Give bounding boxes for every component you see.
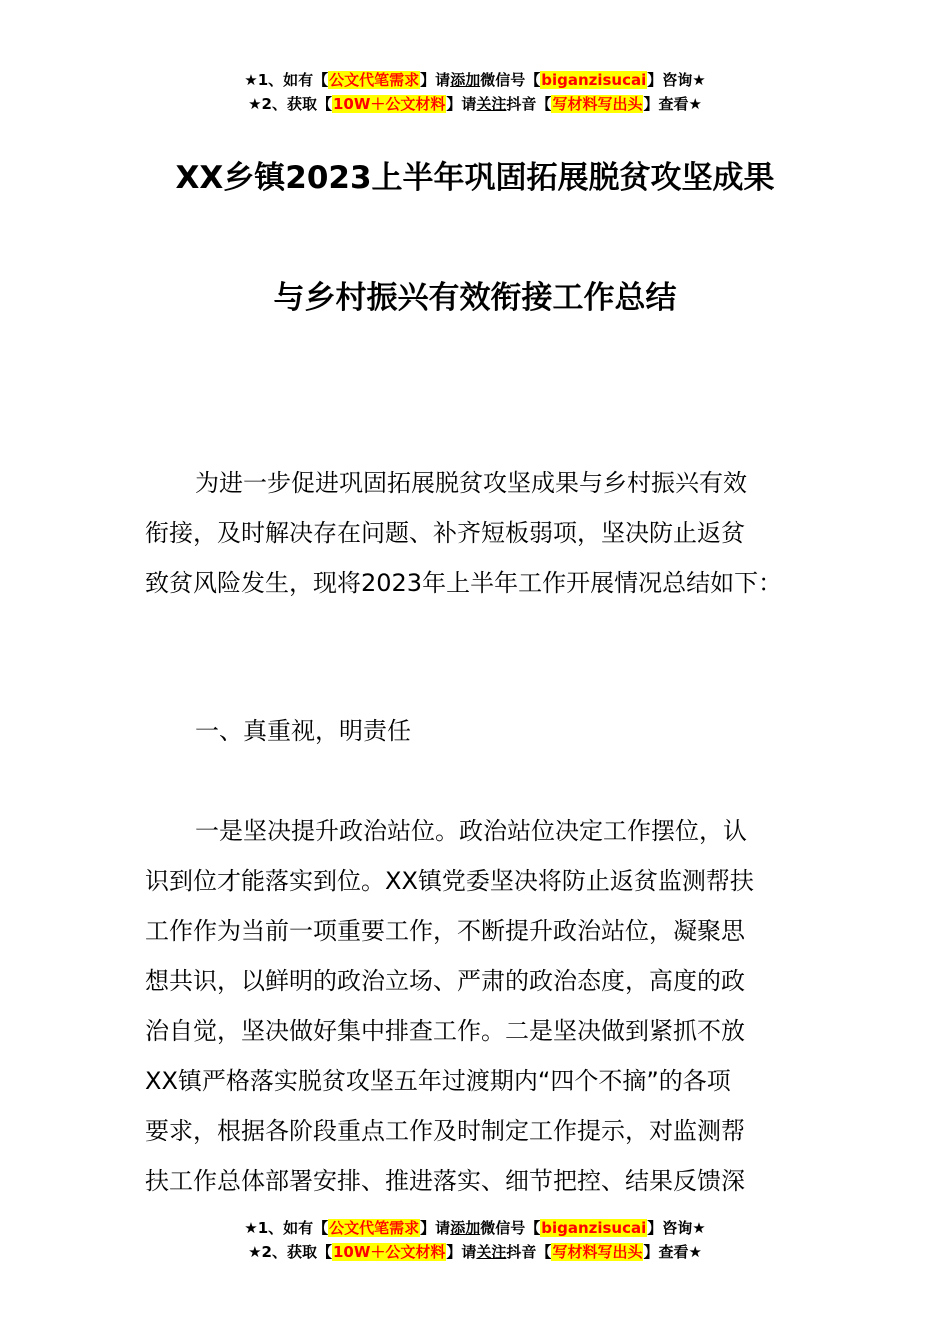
- banner-highlight: 写材料写出头: [552, 95, 643, 113]
- intro-paragraph: [145, 458, 835, 608]
- paragraph-line: 想共识，以鲜明的政治立场、严肃的政治态度，高度的政: [145, 967, 745, 995]
- paragraph-line: 治自觉，坚决做好集中排查工作。二是坚决做到紧抓不放: [145, 1017, 745, 1045]
- document-title-line-2: 与乡村振兴有效衔接工作总结: [273, 280, 677, 316]
- banner-underline: 关注: [476, 1243, 507, 1261]
- banner-line-1: [0, 68, 950, 92]
- banner-text: ★2、获取【: [248, 1243, 332, 1261]
- banner-text: 微信号【: [480, 71, 541, 89]
- banner-text: 】请: [420, 71, 451, 89]
- paragraph-line: 要求，根据各阶段重点工作及时制定工作提示，对监测帮: [145, 1117, 745, 1145]
- document-title-line-1: XX乡镇2023上半年巩固拓展脱贫攻坚成果: [175, 160, 775, 196]
- banner-line-1: [0, 1216, 950, 1240]
- paragraph-line: 致贫风险发生，现将2023年上半年工作开展情况总结如下：: [145, 569, 783, 597]
- banner-text: 】咨询★: [647, 1219, 706, 1237]
- banner-text: 】查看★: [643, 1243, 702, 1261]
- paragraph-line: 为进一步促进巩固拓展脱贫攻坚成果与乡村振兴有效: [195, 469, 747, 497]
- banner-text: 】请: [446, 1243, 477, 1261]
- section-heading-text: 一、真重视，明责任: [195, 717, 411, 745]
- banner-text: 】咨询★: [647, 71, 706, 89]
- header-banner: [0, 68, 950, 116]
- banner-highlight: 10W＋公文材料: [332, 95, 446, 113]
- banner-highlight: 10W＋公文材料: [332, 1243, 446, 1261]
- paragraph-line: 扶工作总体部署安排、推进落实、细节把控、结果反馈深: [145, 1167, 745, 1195]
- paragraph-line: 一是坚决提升政治站位。政治站位决定工作摆位，认: [195, 817, 747, 845]
- banner-text: 微信号【: [480, 1219, 541, 1237]
- banner-highlight: 写材料写出头: [552, 1243, 643, 1261]
- banner-highlight: 公文代笔需求: [329, 71, 420, 89]
- banner-line-2: [0, 1240, 950, 1264]
- banner-highlight: biganzisucai: [541, 1219, 647, 1237]
- banner-text: 】请: [446, 95, 477, 113]
- banner-highlight: 公文代笔需求: [329, 1219, 420, 1237]
- body-paragraph: [145, 806, 835, 1206]
- banner-text: ★1、如有【: [244, 71, 329, 89]
- banner-text: ★1、如有【: [244, 1219, 329, 1237]
- paragraph-line: 衔接，及时解决存在问题、补齐短板弱项，坚决防止返贫: [145, 519, 745, 547]
- banner-text: 抖音【: [506, 95, 552, 113]
- paragraph-line: XX镇严格落实脱贫攻坚五年过渡期内“四个不摘”的各项: [145, 1067, 731, 1095]
- banner-text: ★2、获取【: [248, 95, 332, 113]
- paragraph-line: 识到位才能落实到位。XX镇党委坚决将防止返贫监测帮扶: [145, 867, 754, 895]
- paragraph-line: 工作作为当前一项重要工作，不断提升政治站位，凝聚思: [145, 917, 745, 945]
- banner-underline: 关注: [476, 95, 507, 113]
- banner-text: 】请: [420, 1219, 451, 1237]
- banner-text: 抖音【: [506, 1243, 552, 1261]
- banner-text: 】查看★: [643, 95, 702, 113]
- banner-underline: 添加: [450, 1219, 481, 1237]
- section-heading: [145, 706, 835, 756]
- banner-line-2: [0, 92, 950, 116]
- banner-underline: 添加: [450, 71, 481, 89]
- banner-highlight: biganzisucai: [541, 71, 647, 89]
- footer-banner: [0, 1216, 950, 1264]
